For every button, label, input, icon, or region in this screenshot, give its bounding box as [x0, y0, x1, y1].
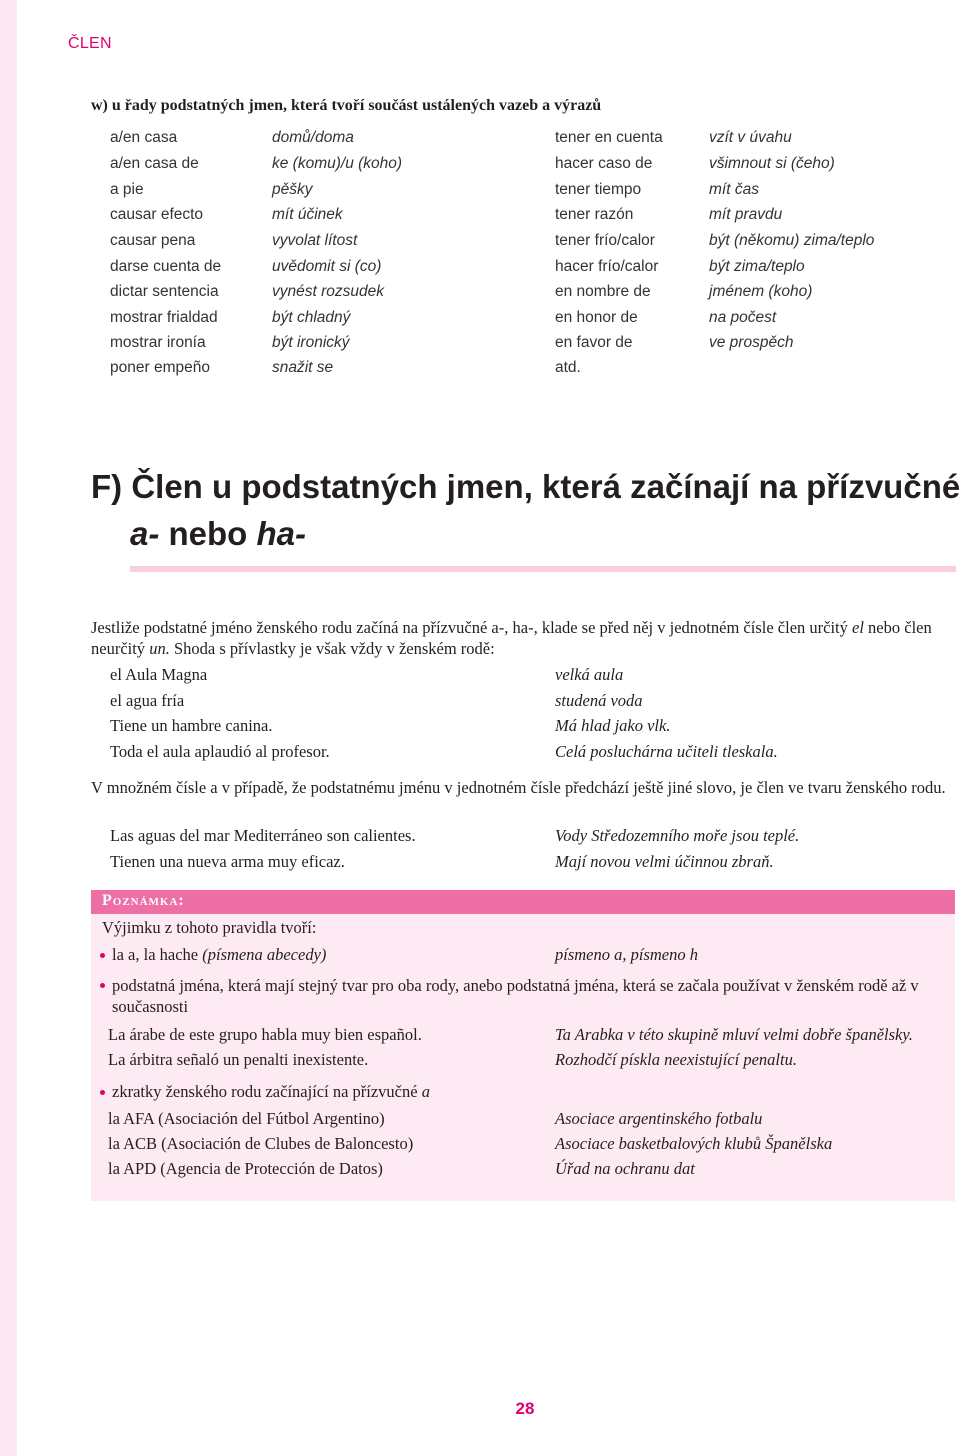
vocab-row [0, 309, 960, 331]
note-bullet-2: podstatná jména, která mají stejný tvar pro oba rody, anebo podstatná jména, která se začala používat v ženském rodě až v současnosti [112, 976, 919, 1016]
note-header [91, 890, 955, 914]
example-es: La árbitra señaló un penalti inexistente. [108, 1050, 369, 1069]
section-title-line2 [130, 515, 306, 553]
example-row [0, 665, 960, 687]
note-example-row [0, 1109, 960, 1131]
vocab-es: en nombre de [555, 283, 651, 300]
vocab-cz: vyvolat lítost [272, 232, 358, 249]
vocab-es: a/en casa de [110, 155, 199, 172]
example-cz: Má hlad jako vlk. [555, 716, 671, 735]
example-es: el agua fría [110, 691, 185, 710]
vocab-cz: domů/doma [272, 129, 354, 146]
vocab-cz: být chladný [272, 309, 351, 326]
vocab-es: en favor de [555, 334, 633, 351]
note-example-row [0, 1050, 960, 1072]
vocab-row [0, 232, 960, 254]
intro-un: un. [149, 639, 170, 658]
vocab-row [0, 155, 960, 177]
vocab-cz: být (někomu) zima/teplo [709, 232, 875, 249]
note-intro-text: Výjimku z tohoto pravidla tvoří: [102, 918, 317, 937]
intro-el: el [852, 618, 864, 637]
intro-text: Jestliže podstatné jméno ženského rodu začíná na přízvučné a-, ha-, klade se před něj v jednotném čísle člen určitý [91, 618, 852, 637]
bullet1-es [112, 945, 326, 965]
vocab-es: mostrar ironía [110, 334, 206, 351]
vocab-cz: na počest [709, 309, 777, 326]
vocab-es: tener frío/calor [555, 232, 655, 249]
vocab-es: causar efecto [110, 206, 204, 223]
bullet3-italic: a [421, 1082, 430, 1101]
vocab-cz: vynést rozsudek [272, 283, 384, 300]
bullet-dot [100, 983, 105, 988]
vocab-cz: mít čas [709, 181, 759, 198]
example-row [0, 691, 960, 713]
intro-text: nebo člen neurčitý [91, 618, 932, 658]
vocab-cz: jménem (koho) [709, 283, 813, 300]
vocab-es: poner empeño [110, 359, 210, 376]
bullet1-cz: písmeno a, písmeno h [555, 945, 698, 964]
vocab-cz: mít pravdu [709, 206, 783, 223]
bullet1-es-text: la a, la hache [112, 945, 203, 964]
plural-paragraph: V množném čísle a v případě, že podstatnému jménu v jednotném čísle předchází ještě jiné slovo, je člen ve tvaru ženského rodu. [91, 778, 946, 797]
example-es: La árabe de este grupo habla muy bien español. [108, 1025, 422, 1044]
vocab-row [0, 206, 960, 228]
vocab-row [0, 181, 960, 203]
vocab-row [0, 283, 960, 305]
vocab-cz: ke (komu)/u (koho) [272, 155, 403, 172]
example-es: Tienen una nueva arma muy eficaz. [110, 852, 345, 871]
vocab-es: a/en casa [110, 129, 178, 146]
example-cz: studená voda [555, 691, 643, 710]
example-es: el Aula Magna [110, 665, 208, 684]
section-title-line1: F) Člen u podstatných jmen, která začínají na přízvučné [91, 468, 960, 505]
title-a: a- [130, 515, 160, 552]
bullet3-text-main: zkratky ženského rodu začínající na přízvučné [112, 1082, 422, 1101]
example-es: Tiene un hambre canina. [110, 716, 273, 735]
bullet3-text [112, 1082, 430, 1102]
example-row [0, 742, 960, 764]
example-row [0, 852, 960, 874]
note-intro [0, 918, 860, 940]
note-bullet-1 [0, 945, 860, 967]
example-cz: Rozhodčí pískla neexistující penaltu. [555, 1050, 797, 1069]
example-cz: Ta Arabka v této skupině mluví velmi dobře španělsky. [555, 1025, 913, 1044]
example-es: Toda el aula aplaudió al profesor. [110, 742, 330, 761]
vocab-es: darse cuenta de [110, 258, 222, 275]
example-es: la ACB (Asociación de Clubes de Baloncesto) [108, 1134, 414, 1153]
vocab-es: hacer frío/calor [555, 258, 659, 275]
vocab-row [0, 258, 960, 280]
example-es: la AFA (Asociación del Fútbol Argentino) [108, 1109, 385, 1128]
vocab-es: tener en cuenta [555, 129, 663, 146]
vocab-cz: snažit se [272, 359, 334, 376]
example-cz: velká aula [555, 665, 624, 684]
vocab-row [0, 334, 960, 356]
vocab-es: tener tiempo [555, 181, 642, 198]
example-cz: Asociace argentinského fotbalu [555, 1109, 763, 1128]
vocab-cz: uvědomit si (co) [272, 258, 382, 275]
example-es: la APD (Agencia de Protección de Datos) [108, 1159, 383, 1178]
vocab-cz: mít účinek [272, 206, 343, 223]
vocab-row [0, 129, 960, 151]
example-cz: Úřad na ochranu dat [555, 1159, 695, 1178]
note-example-row [0, 1159, 960, 1181]
example-es: Las aguas del mar Mediterráneo son calientes. [110, 826, 416, 845]
vocab-row [0, 359, 960, 381]
section-rule [130, 566, 956, 572]
vocab-cz: pěšky [272, 181, 313, 198]
example-row [0, 716, 960, 738]
vocab-cz: všimnout si (čeho) [709, 155, 835, 172]
subsection-heading: w) u řady podstatných jmen, která tvoří součást ustálených vazeb a výrazů [91, 97, 602, 114]
vocab-cz: vzít v úvahu [709, 129, 792, 146]
vocab-es: en honor de [555, 309, 638, 326]
page-number: 28 [515, 1399, 535, 1418]
note-bullet-3 [0, 1082, 860, 1104]
running-head: ČLEN [68, 35, 112, 52]
vocab-cz: ve prospěch [709, 334, 794, 351]
note-example-row [0, 1025, 960, 1047]
note-example-row [0, 1134, 960, 1156]
note-header-label: Poznámka: [102, 892, 185, 909]
vocab-cz: být zima/teplo [709, 258, 805, 275]
vocab-es: tener razón [555, 206, 634, 223]
title-ha: ha- [256, 515, 307, 552]
example-cz: Vody Středozemního moře jsou teplé. [555, 826, 800, 845]
intro-text: Shoda s přívlastky je však vždy v ženském rodě: [169, 639, 495, 658]
bullet1-es-italic: (písmena abecedy) [202, 945, 327, 964]
vocab-es: atd. [555, 359, 581, 376]
vocab-es: a pie [110, 181, 144, 198]
example-row [0, 826, 960, 848]
title-mid: nebo [159, 515, 257, 552]
vocab-es: hacer caso de [555, 155, 653, 172]
example-cz: Asociace basketbalových klubů Španělska [555, 1134, 833, 1153]
intro-paragraph [91, 617, 957, 659]
vocab-es: dictar sentencia [110, 283, 219, 300]
vocab-cz: být ironický [272, 334, 350, 351]
example-cz: Celá posluchárna učiteli tleskala. [555, 742, 778, 761]
example-cz: Mají novou velmi účinnou zbraň. [555, 852, 774, 871]
vocab-es: causar pena [110, 232, 196, 249]
vocab-es: mostrar frialdad [110, 309, 218, 326]
